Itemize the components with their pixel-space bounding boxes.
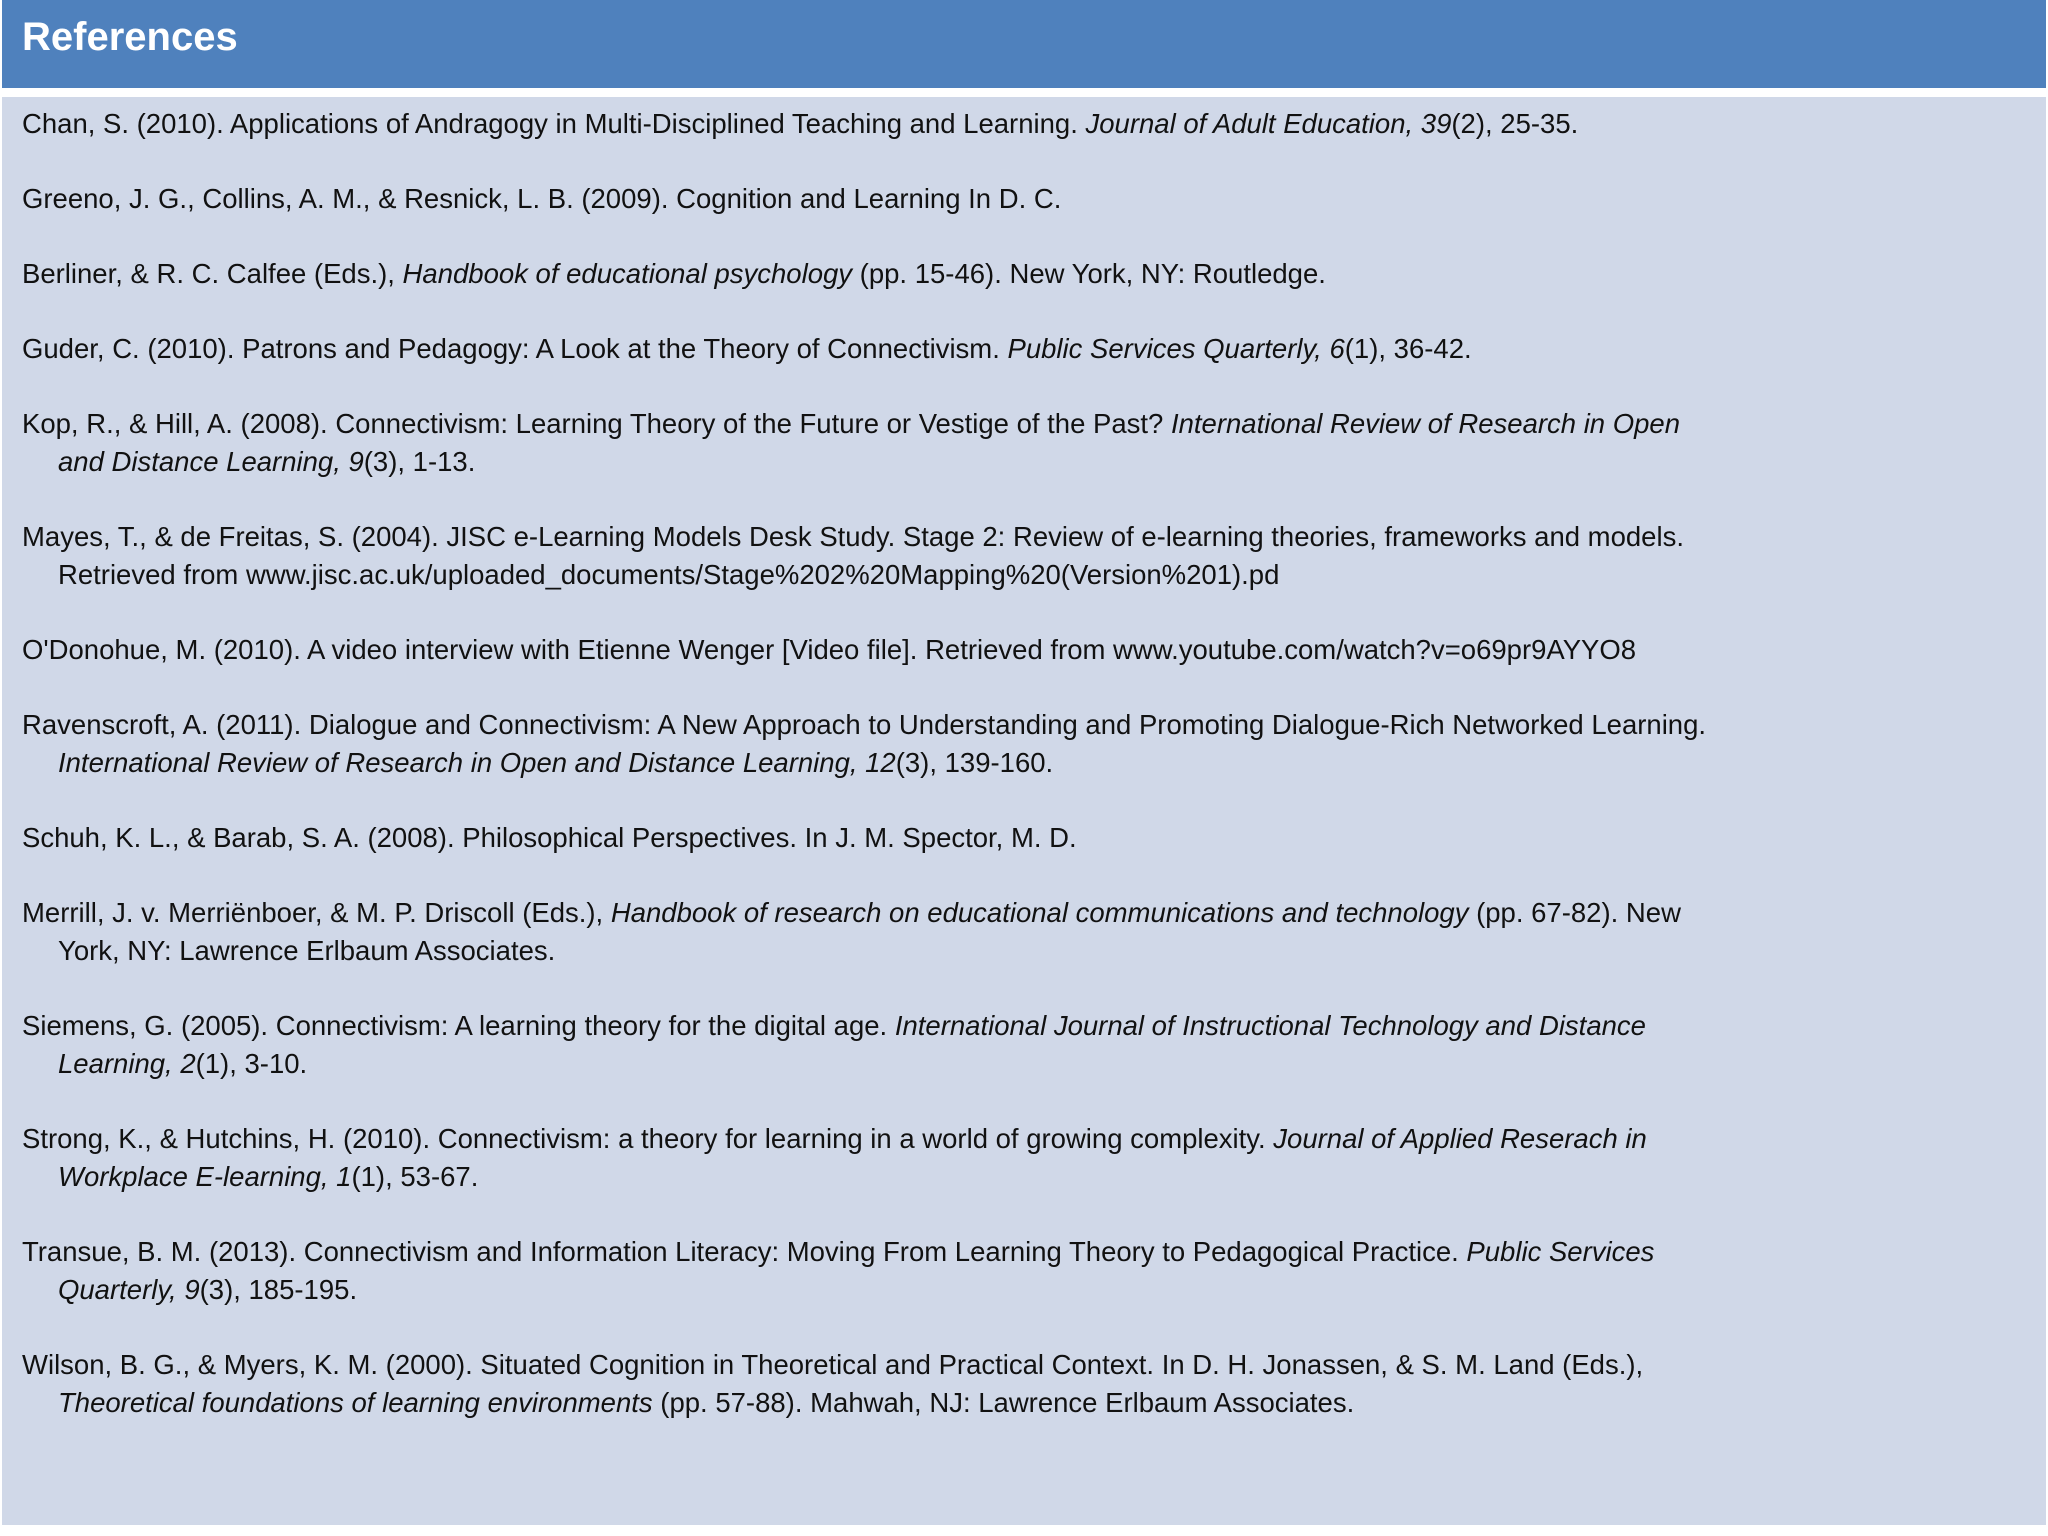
ref-segment: Merrill, J. v. Merriënboer, & M. P. Driscoll (Eds.), bbox=[22, 897, 611, 928]
reference-line-1 bbox=[22, 897, 1681, 928]
ref-segment: (pp. 67-82). New bbox=[1468, 897, 1681, 928]
ref-segment: Wilson, B. G., & Myers, K. M. (2000). Situated Cognition in Theoretical and Practical Context. In D. H. Jonassen, & S. M. Land (Eds.), bbox=[22, 1349, 1644, 1380]
reference-line-1 bbox=[22, 258, 1326, 289]
ref-segment: (3), 1-13. bbox=[363, 446, 476, 477]
reference-line-2 bbox=[58, 1387, 1354, 1418]
reference-entry bbox=[22, 1233, 1858, 1309]
reference-entry bbox=[22, 706, 1858, 782]
ref-segment: (1), 53-67. bbox=[351, 1161, 479, 1192]
ref-segment: Retrieved from www.jisc.ac.uk/uploaded_documents/Stage%202%20Mapping%20(Version%201).pd bbox=[58, 559, 1280, 590]
ref-segment: Ravenscroft, A. (2011). Dialogue and Connectivism: A New Approach to Understanding and Promoting Dialogue-Rich Networked Learning. bbox=[22, 709, 1707, 740]
ref-segment: Schuh, K. L., & Barab, S. A. (2008). Philosophical Perspectives. In J. M. Spector, M. D. bbox=[22, 822, 1077, 853]
reference-entry bbox=[22, 180, 1858, 218]
reference-line-1 bbox=[22, 183, 1061, 214]
reference-line-1 bbox=[22, 1236, 1654, 1267]
ref-segment-italic: Public Services bbox=[1466, 1236, 1655, 1267]
ref-segment: Guder, C. (2010). Patrons and Pedagogy: A Look at the Theory of Connectivism. bbox=[22, 333, 1008, 364]
reference-line-2 bbox=[58, 446, 475, 477]
ref-segment-italic: International Review of Research in Open bbox=[1170, 408, 1681, 439]
reference-line-1 bbox=[22, 709, 1706, 740]
reference-line-1 bbox=[22, 1123, 1647, 1154]
reference-entry bbox=[22, 1007, 1858, 1083]
reference-line-1 bbox=[22, 333, 1472, 364]
reference-line-2 bbox=[58, 1048, 307, 1079]
reference-line-2 bbox=[58, 747, 1053, 778]
reference-line-1 bbox=[22, 521, 1684, 552]
reference-line-1 bbox=[22, 1349, 1643, 1380]
ref-segment: Greeno, J. G., Collins, A. M., & Resnick, L. B. (2009). Cognition and Learning In D. C. bbox=[22, 183, 1062, 214]
ref-segment: (1), 3-10. bbox=[195, 1048, 308, 1079]
ref-segment-italic: and Distance Learning, 9 bbox=[58, 446, 364, 477]
ref-segment: Berliner, & R. C. Calfee (Eds.), bbox=[22, 258, 403, 289]
reference-line-2 bbox=[58, 1161, 478, 1192]
ref-segment: Mayes, T., & de Freitas, S. (2004). JISC e-Learning Models Desk Study. Stage 2: Review of e-learning theories, frameworks and models. bbox=[22, 521, 1684, 552]
ref-segment: (1), 36-42. bbox=[1344, 333, 1472, 364]
reference-line-1 bbox=[22, 822, 1077, 853]
page-title: References bbox=[22, 15, 238, 59]
reference-entry bbox=[22, 105, 1858, 143]
ref-segment: Kop, R., & Hill, A. (2008). Connectivism: Learning Theory of the Future or Vestige of the Past? bbox=[22, 408, 1171, 439]
reference-line-1 bbox=[22, 634, 1636, 665]
ref-segment: (3), 139-160. bbox=[895, 747, 1054, 778]
ref-segment-italic: Theoretical foundations of learning environments bbox=[58, 1387, 653, 1418]
ref-segment-italic: Learning, 2 bbox=[58, 1048, 196, 1079]
reference-entry bbox=[22, 1346, 1858, 1422]
ref-segment: (2), 25-35. bbox=[1451, 108, 1579, 139]
reference-line-2 bbox=[58, 559, 1279, 590]
ref-segment-italic: International Review of Research in Open and Distance Learning, 12 bbox=[58, 747, 896, 778]
ref-segment: Transue, B. M. (2013). Connectivism and Information Literacy: Moving From Learning Theory to Pedagogical Practice. bbox=[22, 1236, 1467, 1267]
ref-segment-italic: Journal of Adult Education, 39 bbox=[1085, 108, 1452, 139]
reference-entry bbox=[22, 330, 1858, 368]
header-bar bbox=[2, 0, 2046, 88]
ref-segment-italic: International Journal of Instructional Technology and Distance bbox=[894, 1010, 1646, 1041]
reference-entry bbox=[22, 405, 1858, 481]
reference-entry bbox=[22, 1120, 1858, 1196]
reference-entry bbox=[22, 819, 1858, 857]
ref-segment: (3), 185-195. bbox=[199, 1274, 358, 1305]
reference-entry bbox=[22, 255, 1858, 293]
reference-line-1 bbox=[22, 408, 1680, 439]
ref-segment: O'Donohue, M. (2010). A video interview with Etienne Wenger [Video file]. Retrieved from www.youtube.com/watch?v=o69pr9AYYO8 bbox=[22, 634, 1637, 665]
ref-segment: York, NY: Lawrence Erlbaum Associates. bbox=[58, 935, 556, 966]
reference-line-2 bbox=[58, 1274, 357, 1305]
ref-segment-italic: Handbook of research on educational communications and technology bbox=[610, 897, 1469, 928]
reference-line-2 bbox=[58, 935, 555, 966]
ref-segment: Chan, S. (2010). Applications of Andragogy in Multi-Disciplined Teaching and Learning. bbox=[22, 108, 1086, 139]
ref-segment-italic: Handbook of educational psychology bbox=[402, 258, 853, 289]
reference-entry bbox=[22, 894, 1858, 970]
ref-segment-italic: Public Services Quarterly, 6 bbox=[1007, 333, 1345, 364]
ref-segment: Siemens, G. (2005). Connectivism: A learning theory for the digital age. bbox=[22, 1010, 895, 1041]
ref-segment-italic: Quarterly, 9 bbox=[58, 1274, 200, 1305]
ref-segment-italic: Journal of Applied Reserach in bbox=[1273, 1123, 1647, 1154]
ref-segment: Strong, K., & Hutchins, H. (2010). Connectivism: a theory for learning in a world of growing complexity. bbox=[22, 1123, 1274, 1154]
ref-segment-italic: Workplace E-learning, 1 bbox=[58, 1161, 352, 1192]
reference-line-1 bbox=[22, 108, 1578, 139]
reference-entry bbox=[22, 631, 1858, 669]
ref-segment: (pp. 15-46). New York, NY: Routledge. bbox=[852, 258, 1326, 289]
references-panel bbox=[2, 97, 2046, 1525]
ref-segment: (pp. 57-88). Mahwah, NJ: Lawrence Erlbaum Associates. bbox=[652, 1387, 1355, 1418]
reference-entry bbox=[22, 518, 1858, 594]
reference-line-1 bbox=[22, 1010, 1646, 1041]
